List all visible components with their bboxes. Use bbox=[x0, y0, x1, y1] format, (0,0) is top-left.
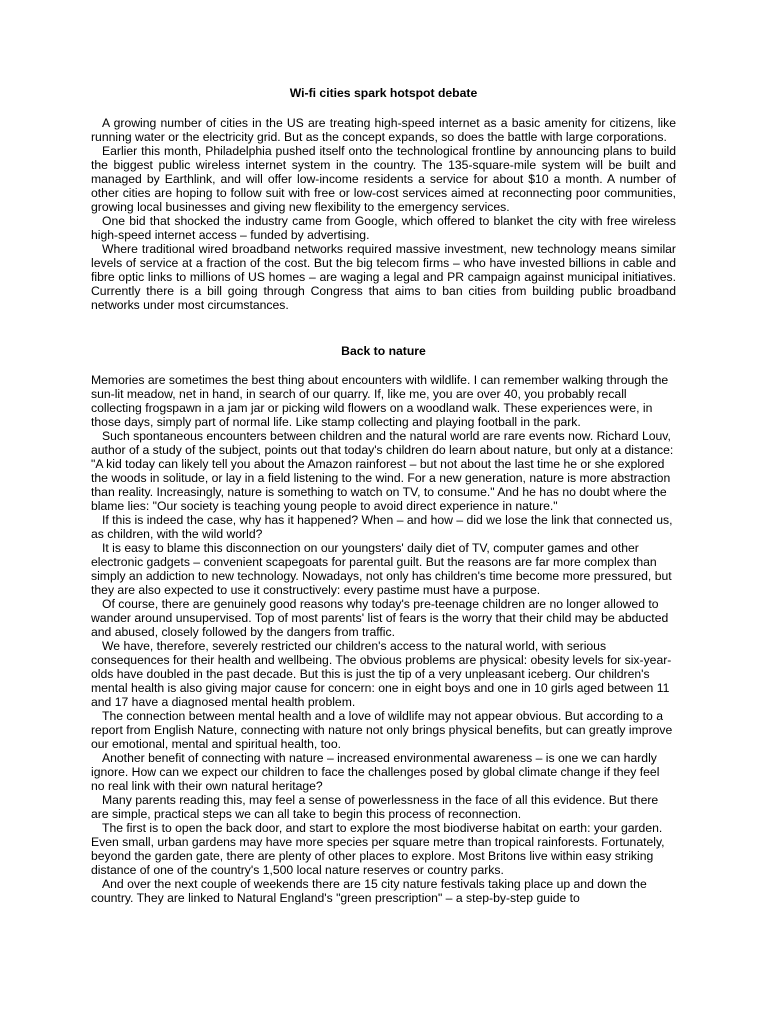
paragraph: One bid that shocked the industry came from Google, which offered to blanket the city with free wireless high-speed internet access – funded by advertising. bbox=[91, 214, 676, 242]
article-back-to-nature bbox=[91, 344, 676, 905]
paragraph: Memories are sometimes the best thing about encounters with wildlife. I can remember walking through the sun-lit meadow, net in hand, in search of our quarry. If, like me, you are over 40, you probably recall collecting frogspawn in a jam jar or picking wild flowers on a woodland walk. These experiences were, in those days, simply part of normal life. Like stamp collecting and playing football in the park. bbox=[91, 373, 669, 429]
paragraph: Another benefit of connecting with nature – increased environmental awareness – is one we can hardly ignore. How can we expect our children to face the challenges posed by global climate change if they feel no real link with their own natural heritage? bbox=[91, 751, 660, 793]
paragraph: It is easy to blame this disconnection on our youngsters' daily diet of TV, computer games and other electronic gadgets – convenient scapegoats for parental guilt. But the reasons are far more complex than simply an addiction to new technology. Nowadays, not only has children's time become more pressured, but they are also expected to use it constructively: every pastime must have a purpose. bbox=[91, 541, 672, 597]
paragraph: Such spontaneous encounters between children and the natural world are rare events now. Richard Louv, author of a study of the subject, points out that today's children do learn about nature, but only at a distance: "A kid today can likely tell you about the Amazon rainforest – but not about the last time he or she explored the woods in solitude, or lay in a field listening to the wind. For a new generation, nature is more abstraction than reality. Increasingly, nature is something to watch on TV, to consume." And he has no doubt where the blame lies: "Our society is teaching young people to avoid direct experience in nature." bbox=[91, 429, 674, 513]
paragraph: And over the next couple of weekends there are 15 city nature festivals taking place up and down the country. They are linked to Natural England's "green prescription" – a step-by-step guide to bbox=[91, 877, 647, 905]
article-title: Back to nature bbox=[341, 344, 426, 358]
paragraph: We have, therefore, severely restricted our children's access to the natural world, with serious consequences for their health and wellbeing. The obvious problems are physical: obesity levels for six-year-olds have doubled in the past decade. But this is just the tip of a very unpleasant iceberg. Our children's mental health is also giving major cause for concern: one in eight boys and one in 10 girls aged between 11 and 17 have a diagnosed mental health problem. bbox=[91, 639, 672, 709]
paragraph: Many parents reading this, may feel a sense of powerlessness in the face of all this evidence. But there are simple, practical steps we can all take to begin this process of reconnection. bbox=[91, 793, 659, 821]
paragraph: The first is to open the back door, and start to explore the most biodiverse habitat on earth: your garden. Even small, urban gardens may have more species per square metre than tropical rainforests. Fortunately, beyond the garden gate, there are plenty of other places to explore. Most Britons live within easy striking distance of one of the country's 1,500 local nature reserves or country parks. bbox=[91, 821, 665, 877]
paragraph: The connection between mental health and a love of wildlife may not appear obvious. But according to a report from English Nature, connecting with nature not only brings physical benefits, but can greatly improve our emotional, mental and spiritual health, too. bbox=[91, 709, 673, 751]
paragraph: If this is indeed the case, why has it happened? When – and how – did we lose the link that connected us, as children, with the wild world? bbox=[91, 513, 673, 541]
paragraph: A growing number of cities in the US are treating high-speed internet as a basic amenity for citizens, like running water or the electricity grid. But as the concept expands, so does the battle with large corporations. bbox=[91, 116, 676, 144]
paragraph: Earlier this month, Philadelphia pushed itself onto the technological frontline by announcing plans to build the biggest public wireless internet system in the country. The 135-square-mile system will be built and managed by Earthlink, and will offer low-income residents a service for about $10 a month. A number of other cities are hoping to follow suit with free or low-cost services aimed at reconnecting poor communities, growing local businesses and giving new flexibility to the emergency services. bbox=[91, 144, 676, 214]
article-title: Wi-fi cities spark hotspot debate bbox=[289, 86, 478, 100]
paragraph: Where traditional wired broadband networks required massive investment, new technology means similar levels of service at a fraction of the cost. But the big telecom firms – who have invested billions in cable and fibre optic links to millions of US homes – are waging a legal and PR campaign against municipal initiatives. Currently there is a bill going through Congress that aims to ban cities from building public broadband networks under most circumstances. bbox=[91, 242, 676, 312]
paragraph: Of course, there are genuinely good reasons why today's pre-teenage children are no longer allowed to wander around unsupervised. Top of most parents' list of fears is the worry that their child may be abducted and abused, closely followed by the dangers from traffic. bbox=[91, 597, 669, 639]
article-wifi-cities bbox=[91, 86, 676, 312]
